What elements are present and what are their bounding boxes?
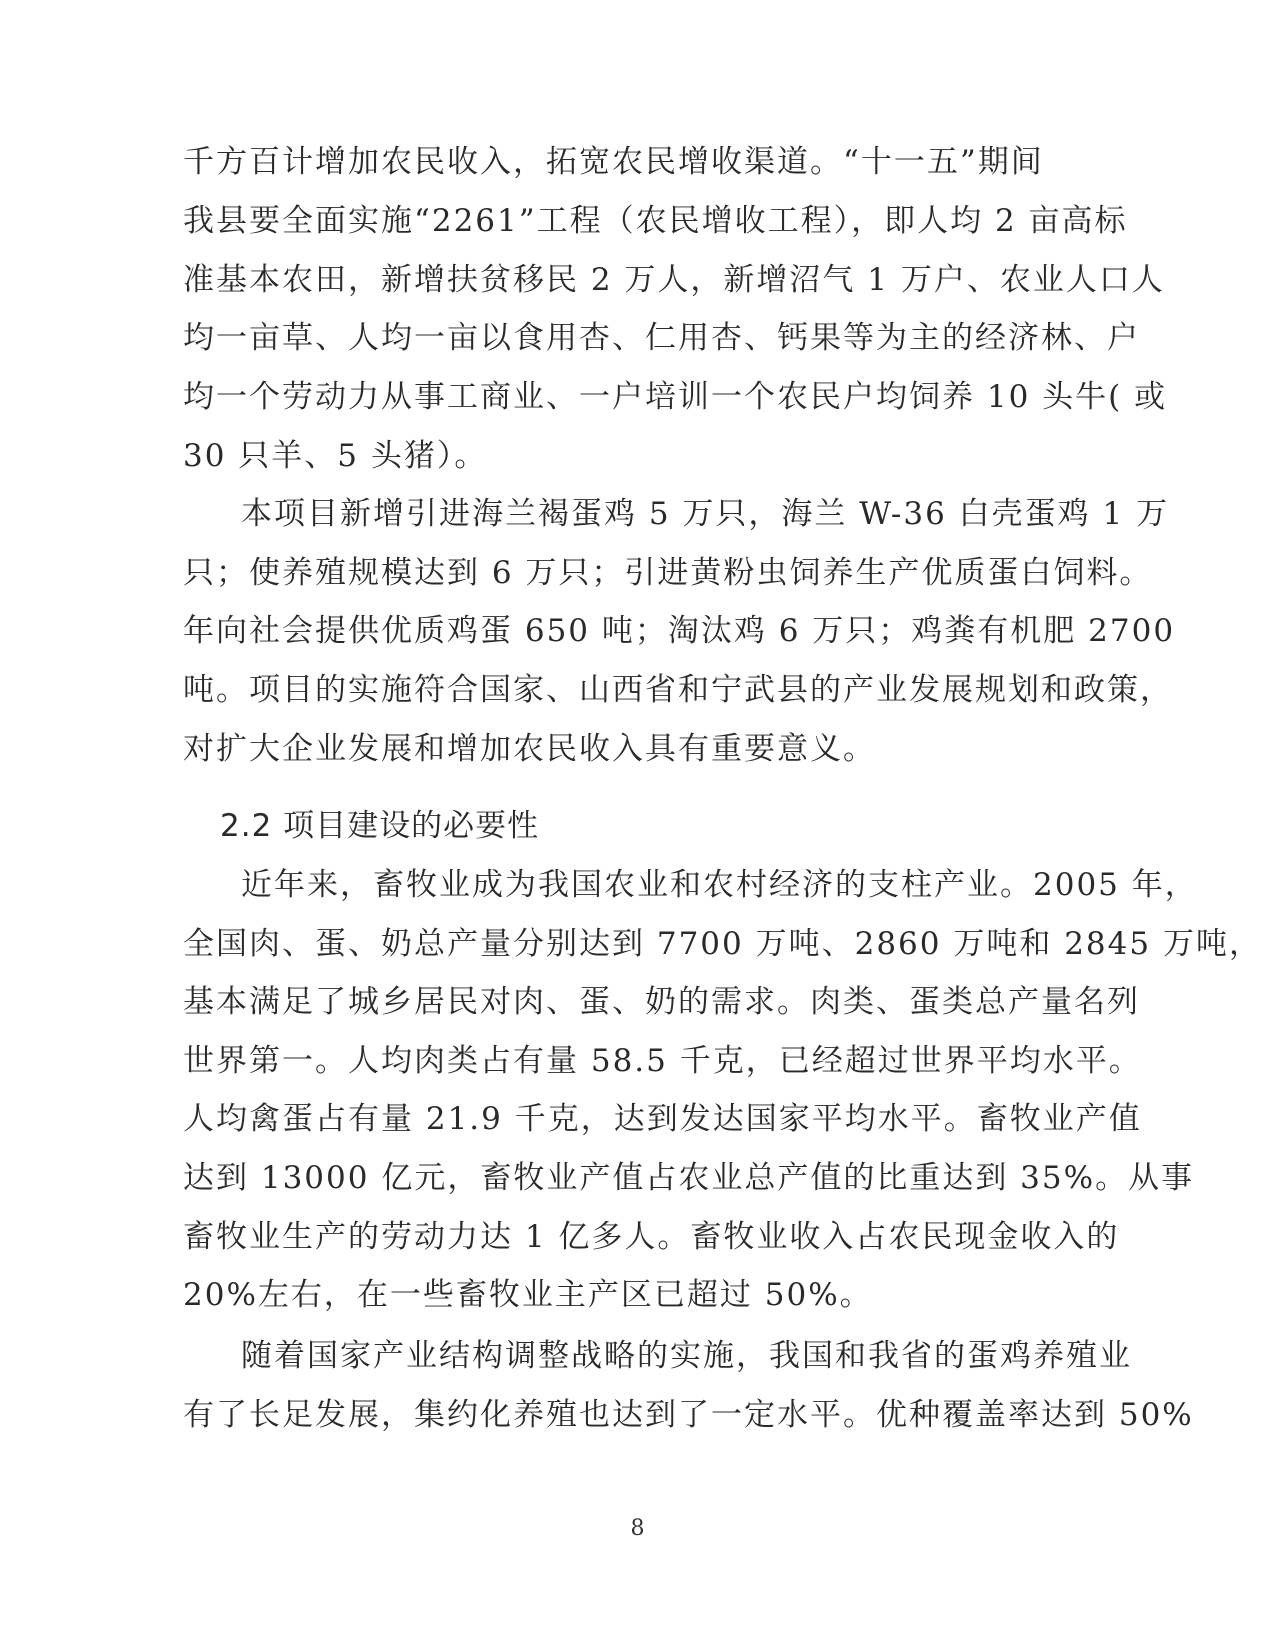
paragraph-2-line-4: 吨。项目的实施符合国家、山西省和宁武县的产业发展规划和政策， bbox=[183, 672, 1173, 708]
paragraph-3-line-3: 基本满足了城乡居民对肉、蛋、奶的需求。肉类、蛋类总产量名列 bbox=[183, 984, 1140, 1020]
section-heading: 2.2 项目建设的必要性 bbox=[220, 808, 540, 844]
paragraph-1-line-3: 准基本农田，新增扶贫移民 2 万人，新增沼气 1 万户、农业人口人 bbox=[183, 262, 1165, 298]
paragraph-3-line-6: 达到 13000 亿元，畜牧业产值占农业总产值的比重达到 35%。从事 bbox=[183, 1160, 1195, 1196]
paragraph-1-line-5: 均一个劳动力从事工商业、一户培训一个农民户均饲养 10 头牛( 或 bbox=[183, 379, 1168, 415]
paragraph-1-line-6: 30 只羊、5 头猪）。 bbox=[183, 438, 488, 474]
paragraph-3-line-2: 全国肉、蛋、奶总产量分别达到 7700 万吨、2860 万吨和 2845 万吨， bbox=[183, 926, 1262, 962]
page-number: 8 bbox=[630, 1516, 645, 1541]
paragraph-2-line-2: 只；使养殖规模达到 6 万只；引进黄粉虫饲养生产优质蛋白饲料。 bbox=[183, 555, 1153, 591]
paragraph-1-line-2: 我县要全面实施“2261”工程（农民增收工程），即人均 2 亩高标 bbox=[183, 203, 1128, 239]
paragraph-2-line-3: 年向社会提供优质鸡蛋 650 吨；淘汰鸡 6 万只；鸡粪有机肥 2700 bbox=[183, 613, 1176, 649]
paragraph-4-line-1: 随着国家产业结构调整战略的实施，我国和我省的蛋鸡养殖业 bbox=[241, 1338, 1132, 1374]
paragraph-3-line-1: 近年来，畜牧业成为我国农业和农村经济的支柱产业。2005 年， bbox=[241, 867, 1198, 903]
paragraph-4-line-2: 有了长足发展，集约化养殖也达到了一定水平。优种覆盖率达到 50% bbox=[183, 1397, 1194, 1433]
paragraph-3-line-5: 人均禽蛋占有量 21.9 千克，达到发达国家平均水平。畜牧业产值 bbox=[183, 1101, 1142, 1137]
paragraph-3-line-4: 世界第一。人均肉类占有量 58.5 千克，已经超过世界平均水平。 bbox=[183, 1043, 1142, 1079]
paragraph-2-line-5: 对扩大企业发展和增加农民收入具有重要意义。 bbox=[183, 731, 876, 767]
paragraph-1-line-1: 千方百计增加农民收入，拓宽农民增收渠道。“十一五”期间 bbox=[183, 144, 1044, 180]
paragraph-1-line-4: 均一亩草、人均一亩以食用杏、仁用杏、钙果等为主的经济林、户 bbox=[183, 320, 1140, 356]
paragraph-3-line-8: 20%左右，在一些畜牧业主产区已超过 50%。 bbox=[183, 1277, 873, 1313]
paragraph-2-line-1: 本项目新增引进海兰褐蛋鸡 5 万只，海兰 W-36 白壳蛋鸡 1 万 bbox=[241, 496, 1170, 532]
paragraph-3-line-7: 畜牧业生产的劳动力达 1 亿多人。畜牧业收入占农民现金收入的 bbox=[183, 1219, 1120, 1255]
